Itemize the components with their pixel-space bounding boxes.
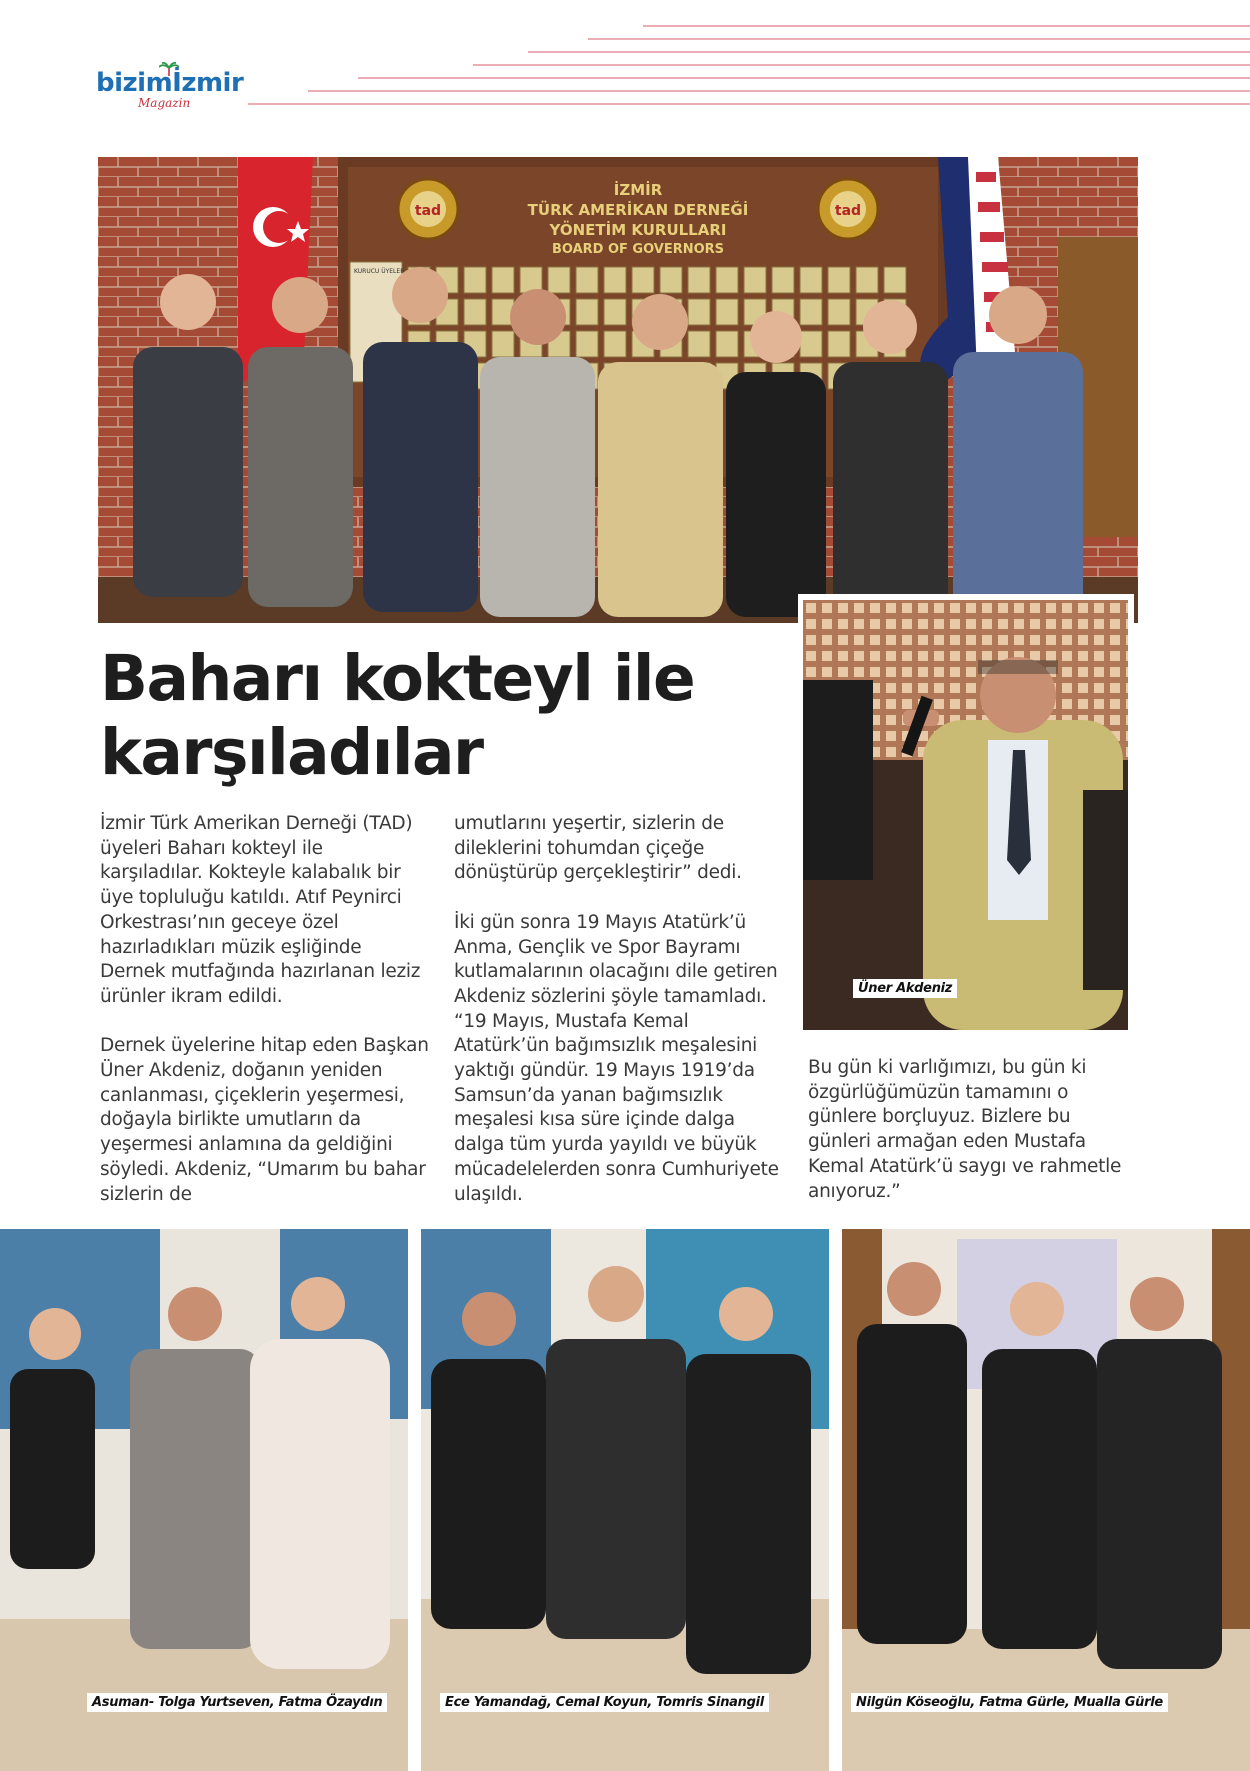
bottom-photo-1 [0,1229,408,1771]
paragraph: Dernek üyelerine hitap eden Başkan Üner Akdeniz, doğanın yeniden canlanması, çiçeklerin yeşermesi, doğayla birlikte umutların da yeşermesi anlamına da geldiğini söyledi. Akdeniz, “Umarım bu bahar sizlerin de [100,1035,429,1205]
logo-subtitle: Magazin [138,96,191,110]
paragraph: umutlarını yeşertir, sizlerin de dileklerini tohumdan çiçeğe dönüştürüp gerçekleştirir” dedi. [454,813,742,884]
wall-text-4: BOARD OF GOVERNORS [551,242,725,257]
paragraph: İki gün sonra 19 Mayıs Atatürk’ü Anma, Gençlik ve Spor Bayramı kutlamalarının olacağını dile getiren Akdeniz sözlerini şöyle tamamladı. “19 Mayıs, Mustafa Kemal Atatürk’ün bağımsızlık meşalesini yaktığı gündür. 19 Mayıs 1919’da Samsun’da yanan bağımsızlık meşalesi kısa süre içinde dalga dalga tüm yurda yayıldı ve büyük mücadelelerden sonra Cumhuriyete ulaşıldı. [454,911,779,1205]
logo-wordmark: bizimİzmir [96,68,244,98]
tad-seal-left-label: tad [414,203,442,219]
inset-speaker-photo [803,600,1128,1030]
bottom-photo-1-caption: Asuman- Tolga Yurtseven, Fatma Özaydın [87,1693,387,1712]
article-column-3 [808,1056,1138,1229]
paragraph: İzmir Türk Amerikan Derneği (TAD) üyeleri Baharı kokteyl ile karşıladılar. Kokteyle kalabalık bir üye topluluğu katıldı. Atıf Peynirci Orkestrası’nın geceye özel hazırladıkları müzik eşliğinde Dernek mutfağında hazırlanan leziz ürünler ikram edildi. [100,813,421,1007]
headline-line-2: karşıladılar [100,716,483,789]
tad-seal-right-label: tad [834,203,862,219]
article-column-1 [100,812,430,1232]
inset-photo-caption: Üner Akdeniz [853,979,957,998]
plaque-title: KURUCU ÜYELER [354,268,405,275]
header-stripes [248,20,1250,110]
bottom-photo-3 [842,1229,1250,1771]
wall-text-1: İZMİR [613,181,663,199]
wall-text-3: YÖNETİM KURULLARI [549,221,727,239]
main-group-photo [98,157,1138,623]
headline-line-1: Baharı kokteyl ile [100,642,695,715]
paragraph: Bu gün ki varlığımızı, bu gün ki özgürlüğümüzün tamamını o günlere borçluyuz. Bizlere bu günleri armağan eden Mustafa Kemal Atatürk’ü saygı ve rahmetle anıyoruz.” [808,1057,1122,1202]
bottom-photo-3-caption: Nilgün Köseoğlu, Fatma Gürle, Mualla Gürle [851,1693,1168,1712]
wall-text-2: TÜRK AMERİKAN DERNEĞİ [527,201,749,219]
bottom-photo-2-caption: Ece Yamandağ, Cemal Koyun, Tomris Sinangil [440,1693,769,1712]
article-headline [100,642,790,790]
article-column-2 [454,812,784,1232]
bottom-photo-2 [421,1229,829,1771]
magazine-logo [96,62,246,114]
